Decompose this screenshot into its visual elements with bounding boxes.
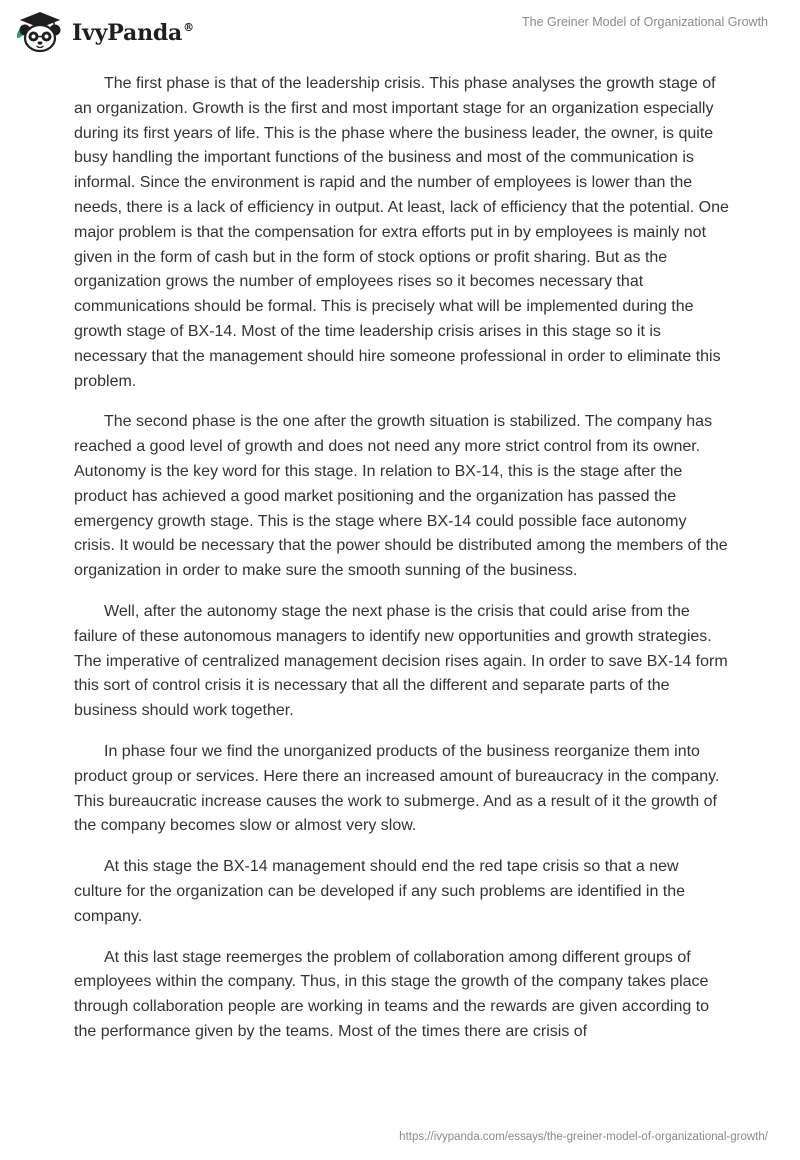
page-header [0, 0, 800, 60]
registered-mark: ® [183, 21, 194, 34]
panda-graduation-cap-icon [14, 8, 66, 54]
source-url-link[interactable]: https://ivypanda.com/essays/the-greiner-model-of-organizational-growth/ [399, 1131, 768, 1143]
ivypanda-logo[interactable] [14, 8, 194, 54]
paragraph: The second phase is the one after the growth situation is stabilized. The company has reached a good level of growth and does not need any more strict control from its owner. Autonomy is the key word for this stage. In relation to BX-14, this is the stage after the product has achieved a good market positioning and the organization has passed the emergency growth stage. This is the stage where BX-14 could possible face autonomy crisis. It would be necessary that the power should be distributed among the members of the organization in order to make sure the smooth sunning of the business. [74, 413, 728, 580]
essay-body [74, 72, 730, 1061]
paragraph: At this last stage reemerges the problem of collaboration among different groups of employees within the company. Thus, in this stage the growth of the company takes place through collaboration people are working in teams and the rewards are given according to the performance given by the teams. Most of the times there are crisis of [74, 948, 710, 1040]
paragraph: The first phase is that of the leadership crisis. This phase analyses the growth stage of an organization. Growth is the first and most important stage for an organization especially during its first years of life. This is the phase where the business leader, the owner, is quite busy handling the important functions of the business and most of the communication is informal. Since the environment is rapid and the number of employees is lower than the needs, there is a lack of efficiency in output. At least, lack of efficiency that the potential. One major problem is that the compensation for extra efforts put in by employees is mainly not given in the form of cash but in the form of stock options or profit sharing. But as the organization grows the number of employees rises so it becomes necessary that communications should be formal. This is precisely what will be implemented during the growth stage of BX-14. Most of the time leadership crisis arises in this stage so it is necessary that the management should hire someone professional in order to eliminate this problem. [74, 75, 729, 390]
brand-name: IvyPanda® [72, 20, 194, 46]
document-title: The Greiner Model of Organizational Growth [522, 15, 768, 29]
paragraph: At this stage the BX-14 management should end the red tape crisis so that a new culture for the organization can be developed if any such problems are identified in the company. [74, 858, 686, 925]
paragraph: Well, after the autonomy stage the next phase is the crisis that could arise from the failure of these autonomous managers to identify new opportunities and growth strategies. The imperative of centralized management decision rises again. In order to save BX-14 form this sort of control crisis it is necessary that all the different and separate parts of the business should work together. [74, 602, 728, 720]
paragraph: In phase four we find the unorganized products of the business reorganize them into product group or services. Here there an increased amount of bureaucracy in the company. This bureaucratic increase causes the work to submerge. And as a result of it the growth of the company becomes slow or almost very slow. [74, 742, 720, 835]
